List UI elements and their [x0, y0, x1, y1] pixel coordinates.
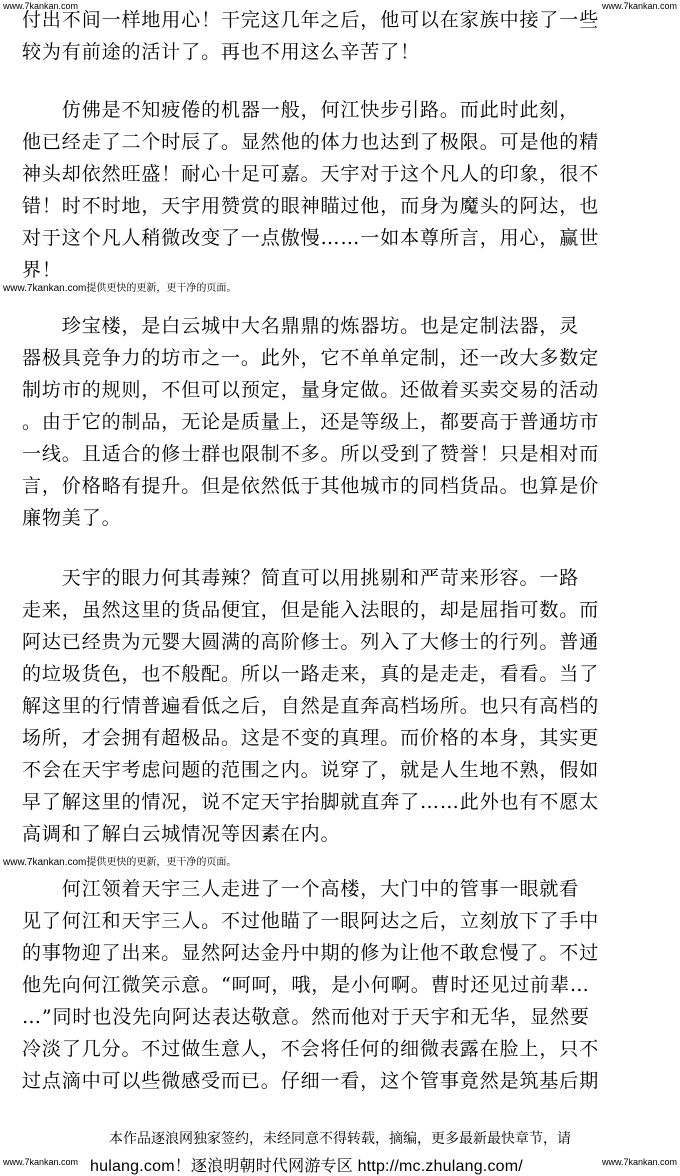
footer-copyright-notice: 本作品逐浪网独家签约，未经同意不得转载，摘编，更多最新最快章节，请	[109, 1130, 571, 1146]
watermark-line: www.7kankan.com提供更快的更新，更干净的页面。	[3, 283, 237, 294]
watermark-line: www.7kankan.com提供更快的更新，更干净的页面。	[3, 857, 237, 868]
paragraph-4: 天宇的眼力何其毒辣？简直可以用挑剔和严苛来形容。一路 走来，虽然这里的货品便宜，但是能入法眼的，却是屈指可数。而 阿达已经贵为元婴大圆满的高阶修士。列入了大修士的行列。普通 的垃圾货色，也不般配。所以一路走来，真的是走走，看看。当了 解这里的行情普遍看低之后，自然是直奔高档场所。也只有高档的 场所，才会拥有超极品。这是不变的真理。而价格的本身，其实更 不会在天宇考虑问题的范围之内。说穿了，就是人生地不熟，假如 早了解这里的情况，说不定天宇抬脚就直奔了……此外也有不愿太 高调和了解白云城情况等因素在内。	[22, 567, 600, 845]
footer-site-right[interactable]: www.7kankan.com	[601, 1157, 677, 1167]
footer-promo-link[interactable]: hulang.com！逐浪明朝时代网游专区 http://mc.zhulang.com/	[90, 1158, 523, 1175]
footer-bar	[0, 1153, 680, 1174]
footer-site-left[interactable]: www.7kankan.com	[3, 1157, 79, 1167]
paragraph-2: 仿佛是不知疲倦的机器一般，何江快步引路。而此时此刻， 他已经走了二个时辰了。显然他的体力也达到了极限。可是他的精 神头却依然旺盛！耐心十足可嘉。天宇对于这个凡人的印象，很不 错！时不时地，天宇用赞赏的眼神瞄过他，而身为魔头的阿达，也 对于这个凡人稍微改变了一点傲慢……一如本尊所言，用心，赢世 界！	[22, 99, 600, 281]
header-site-right[interactable]: www.7kankan.com	[601, 1, 677, 11]
paragraph-5: 何江领着天宇三人走进了一个高楼，大门中的管事一眼就看 见了何江和天宇三人。不过他瞄了一眼阿达之后，立刻放下了手中 的事物迎了出来。显然阿达金丹中期的修为让他不敢怠慢了。不过 他先向何江微笑示意。“呵呵，哦，是小何啊。曹时还见过前辈… …”同时也没先向阿达表达敬意。然而他对于天宇和无华，显然要 冷淡了几分。不过做生意人，不会将任何的细微表露在脸上，只不 过点滴中可以些微感受而已。仔细一看，这个管事竟然是筑基后期	[22, 878, 600, 1092]
header-site-left[interactable]: www.7kankan.com	[3, 1, 79, 11]
paragraph-3: 珍宝楼，是白云城中大名鼎鼎的炼器坊。也是定制法器，灵 器极具竞争力的坊市之一。此外，它不单单定制，还一改大多数定 制坊市的规则，不但可以预定，量身定做。还做着买卖交易的活动 。由于它的制品，无论是质量上，还是等级上，都要高于普通坊市 一线。且适合的修士群也限制不多。所以受到了赞誉！只是相对而 言，价格略有提升。但是依然低于其他城市的同档货品。也算是价 廉物美了。	[22, 315, 600, 529]
paragraph-1: 付出不间一样地用心！干完这几年之后，他可以在家族中接了一些 较为有前途的活计了。再也不用这么辛苦了！	[22, 9, 600, 63]
